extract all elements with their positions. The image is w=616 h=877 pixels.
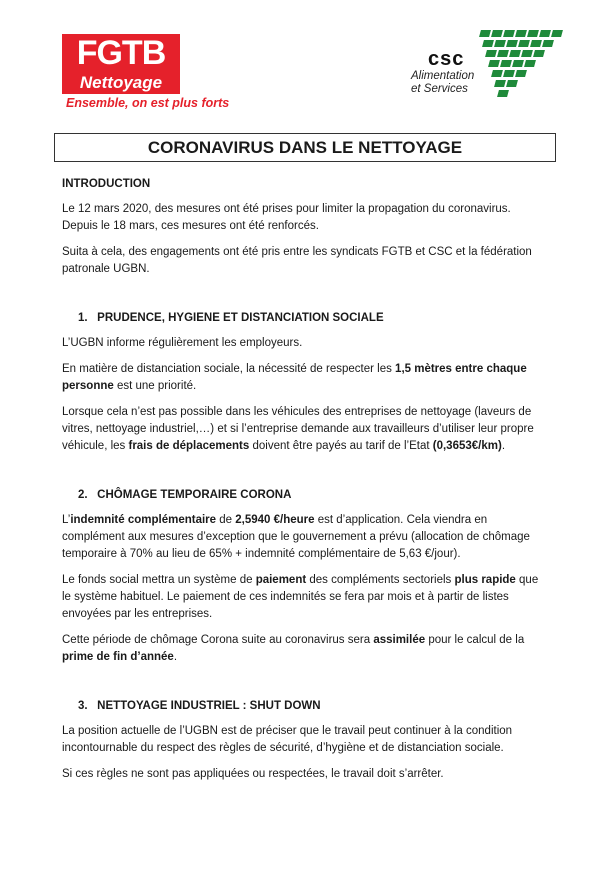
csc-logo-tile	[542, 40, 554, 47]
page-header	[0, 0, 616, 130]
csc-logo-tile	[494, 80, 506, 87]
csc-logo-tile	[506, 40, 518, 47]
document-body	[62, 170, 548, 783]
text-run: En matière de distanciation sociale, la nécessité de respecter les	[62, 363, 396, 375]
csc-logo-tile	[491, 70, 503, 77]
fgtb-logo-name: FGTB	[62, 34, 180, 72]
section-3-paragraph-1: La position actuelle de l’UGBN est de préciser que le travail peut continuer à la condition incontournable du respect des règles de sécurité, d’hygiène et de distanciation sociale.	[62, 725, 513, 754]
csc-logo-tile	[527, 30, 539, 37]
fgtb-logo	[62, 34, 262, 118]
csc-logo-name: csc	[428, 48, 465, 70]
document-title: CORONAVIRUS DANS LE NETTOYAGE	[54, 133, 556, 162]
csc-logo-tile	[515, 70, 527, 77]
intro-heading: INTRODUCTION	[62, 178, 151, 190]
csc-logo-tile	[503, 30, 515, 37]
intro-p1-line2: Depuis le 18 mars, ces mesures ont été renforcés.	[62, 220, 319, 232]
csc-logo-tile	[494, 40, 506, 47]
intro-paragraph-1	[62, 201, 548, 235]
text-run: .	[173, 651, 178, 663]
csc-logo-tile	[518, 40, 530, 47]
bold-run: paiement	[255, 574, 307, 586]
section-1-paragraph-1: L’UGBN informe régulièrement les employeurs.	[62, 337, 303, 349]
bold-run: plus rapide	[454, 574, 516, 586]
bold-run: 2,5940 €/heure	[235, 514, 315, 526]
intro-p1-line1: Le 12 mars 2020, des mesures ont été prises pour limiter la propagation du coronavirus.	[62, 203, 511, 215]
csc-logo-tile	[503, 70, 515, 77]
csc-logo-tile	[551, 30, 563, 37]
csc-logo-tile	[512, 60, 524, 67]
csc-logo-tile	[479, 30, 491, 37]
csc-logo-sub1: Alimentation	[411, 70, 475, 82]
csc-logo-sub2: et Services	[411, 83, 468, 95]
csc-logo-grid-icon	[476, 28, 558, 108]
csc-logo-tile	[488, 60, 500, 67]
csc-logo-tile	[482, 40, 494, 47]
bold-run: assimilée	[373, 634, 426, 646]
section-3-paragraph-2: Si ces règles ne sont pas appliquées ou respectées, le travail doit s’arrêter.	[62, 768, 444, 780]
text-run: que le système habituel. Le paiement de ces indemnités se fera par mois et à partir de listes envoyées par les entreprises.	[62, 574, 539, 620]
section-1-paragraph-2	[62, 361, 548, 395]
csc-logo-subtitle	[411, 70, 474, 96]
csc-logo-tile	[530, 40, 542, 47]
text-run: L’	[62, 514, 71, 526]
section-3-heading: 3. NETTOYAGE INDUSTRIEL : SHUT DOWN	[78, 700, 321, 712]
section-2-paragraph-1	[62, 512, 548, 563]
csc-logo-tile	[506, 80, 518, 87]
text-run: des compléments sectoriels	[306, 574, 455, 586]
csc-logo-tile	[491, 30, 503, 37]
csc-logo-tile	[497, 90, 509, 97]
text-run: de	[216, 514, 236, 526]
bold-run: frais de déplacements	[128, 440, 250, 452]
text-run: Le fonds social mettra un système de	[62, 574, 256, 586]
csc-logo-tile	[497, 50, 509, 57]
section-2-heading: 2. CHÔMAGE TEMPORAIRE CORONA	[78, 489, 292, 501]
fgtb-logo-slogan: Ensemble, on est plus forts	[66, 96, 230, 110]
text-run: pour le calcul de la	[425, 634, 525, 646]
csc-logo-tile	[533, 50, 545, 57]
bold-run: 1,5 mètres entre chaque personne	[62, 363, 527, 392]
section-1-paragraph-3	[62, 404, 548, 455]
bold-run: (0,3653€/km)	[432, 440, 502, 452]
text-run: Cette période de chômage Corona suite au coronavirus sera	[62, 634, 374, 646]
csc-logo-tile	[539, 30, 551, 37]
bold-run: prime de fin d’année	[62, 651, 174, 663]
text-run: est d’application. Cela viendra en complément aux mesures d’exception que le gouvernement a prévu (allocation de chômage temporaire à 70% au lieu de 65% + indemnité complémentaire de 5,63 €/jour).	[62, 514, 530, 560]
fgtb-logo-sub: Nettoyage	[62, 72, 180, 94]
csc-logo	[408, 28, 558, 112]
bold-run: indemnité complémentaire	[70, 514, 217, 526]
csc-logo-tile	[509, 50, 521, 57]
text-run: .	[501, 440, 506, 452]
section-2-paragraph-2	[62, 572, 548, 623]
intro-paragraph-2: Suita à cela, des engagements ont été pris entre les syndicats FGTB et CSC et la fédération patronale UGBN.	[62, 246, 532, 275]
section-1-heading: 1. PRUDENCE, HYGIENE ET DISTANCIATION SOCIALE	[78, 312, 384, 324]
csc-logo-tile	[521, 50, 533, 57]
csc-logo-tile	[515, 30, 527, 37]
csc-logo-tile	[524, 60, 536, 67]
text-run: est une priorité.	[113, 380, 197, 392]
section-2-paragraph-3	[62, 632, 548, 666]
csc-logo-tile	[500, 60, 512, 67]
text-run: Lorsque cela n’est pas possible dans les véhicules des entreprises de nettoyage (laveurs de vitres, nettoyage industriel,…) et si l’entreprise demande aux travailleurs d’utiliser leur propre véhicule, les	[62, 406, 534, 452]
csc-logo-tile	[485, 50, 497, 57]
text-run: doivent être payés au tarif de l’Etat	[249, 440, 433, 452]
